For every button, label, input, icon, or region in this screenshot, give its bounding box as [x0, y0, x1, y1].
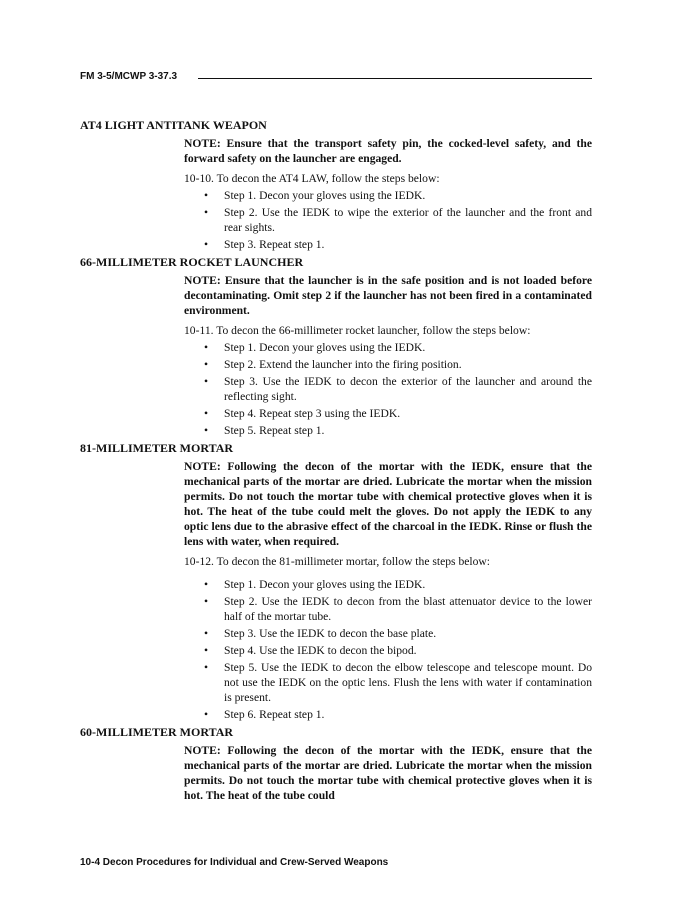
list-item: • Step 1. Decon your gloves using the IEDK. [204, 340, 592, 355]
paragraph: 10-12. To decon the 81-millimeter mortar, follow the steps below: [184, 555, 490, 568]
note: NOTE: Ensure that the launcher is in the safe position and is not loaded before decontaminating. Omit step 2 if the launcher has not been fired in a contaminated environment. [184, 274, 592, 317]
note: NOTE: Following the decon of the mortar with the IEDK, ensure that the mechanical parts of the mortar are dried. Lubricate the mortar when the mission permits. Do not touch the mortar tube with chemical protective gloves when it is hot. The heat of the tube could [184, 744, 592, 802]
page-content [80, 118, 592, 807]
list-item: • Step 2. Extend the launcher into the firing position. [204, 357, 592, 372]
list-item: • Step 5. Use the IEDK to decon the elbow telescope and telescope mount. Do not use the IEDK on the optic lens. Flush the lens with water if contamination is present. [204, 660, 592, 705]
list-item: • Step 2. Use the IEDK to decon from the blast attenuator device to the lower half of the mortar tube. [204, 594, 592, 624]
section-heading: 81-MILLIMETER MORTAR [80, 441, 234, 455]
document-id: FM 3-5/MCWP 3-37.3 [80, 71, 178, 82]
list-item: • Step 3. Use the IEDK to decon the exterior of the launcher and around the reflecting sight. [204, 374, 592, 404]
section-81mm-mortar [80, 441, 592, 722]
paragraph: 10-11. To decon the 66-millimeter rocket launcher, follow the steps below: [184, 324, 531, 337]
list-item: • Step 1. Decon your gloves using the IEDK. [204, 188, 592, 203]
paragraph: 10-10. To decon the AT4 LAW, follow the steps below: [184, 172, 440, 185]
list-item: • Step 4. Repeat step 3 using the IEDK. [204, 406, 592, 421]
list-item: • Step 6. Repeat step 1. [204, 707, 592, 722]
section-body [184, 743, 592, 803]
note: NOTE: Ensure that the transport safety pin, the cocked-level safety, and the forward safety on the launcher are engaged. [184, 137, 592, 165]
section-66mm-rocket-launcher [80, 255, 592, 438]
list-item: • Step 3. Repeat step 1. [204, 237, 592, 252]
page-footer: 10-4 Decon Procedures for Individual and Crew-Served Weapons [80, 857, 389, 868]
section-body [184, 459, 592, 722]
section-heading: AT4 LIGHT ANTITANK WEAPON [80, 118, 267, 132]
list-item: • Step 3. Use the IEDK to decon the base plate. [204, 626, 592, 641]
note: NOTE: Following the decon of the mortar with the IEDK, ensure that the mechanical parts of the mortar are dried. Lubricate the mortar when the mission permits. Do not touch the mortar tube with chemical protective gloves when it is hot. The heat of the tube could melt the gloves. Do not apply the IEDK to any optic lens due to the abrasive effect of the charcoal in the IEDK. Rinse or flush the lens with water, when required. [184, 460, 592, 548]
step-list [204, 577, 592, 722]
section-body [184, 273, 592, 438]
section-body [184, 136, 592, 252]
section-at4 [80, 118, 592, 252]
running-header [80, 70, 592, 84]
section-60mm-mortar [80, 725, 592, 803]
header-rule [198, 78, 592, 79]
step-list [204, 188, 592, 252]
list-item: • Step 4. Use the IEDK to decon the bipod. [204, 643, 592, 658]
list-item: • Step 5. Repeat step 1. [204, 423, 592, 438]
step-list [204, 340, 592, 438]
section-heading: 66-MILLIMETER ROCKET LAUNCHER [80, 255, 304, 269]
list-item: • Step 2. Use the IEDK to wipe the exterior of the launcher and the front and rear sights. [204, 205, 592, 235]
list-item: • Step 1. Decon your gloves using the IEDK. [204, 577, 592, 592]
section-heading: 60-MILLIMETER MORTAR [80, 725, 234, 739]
